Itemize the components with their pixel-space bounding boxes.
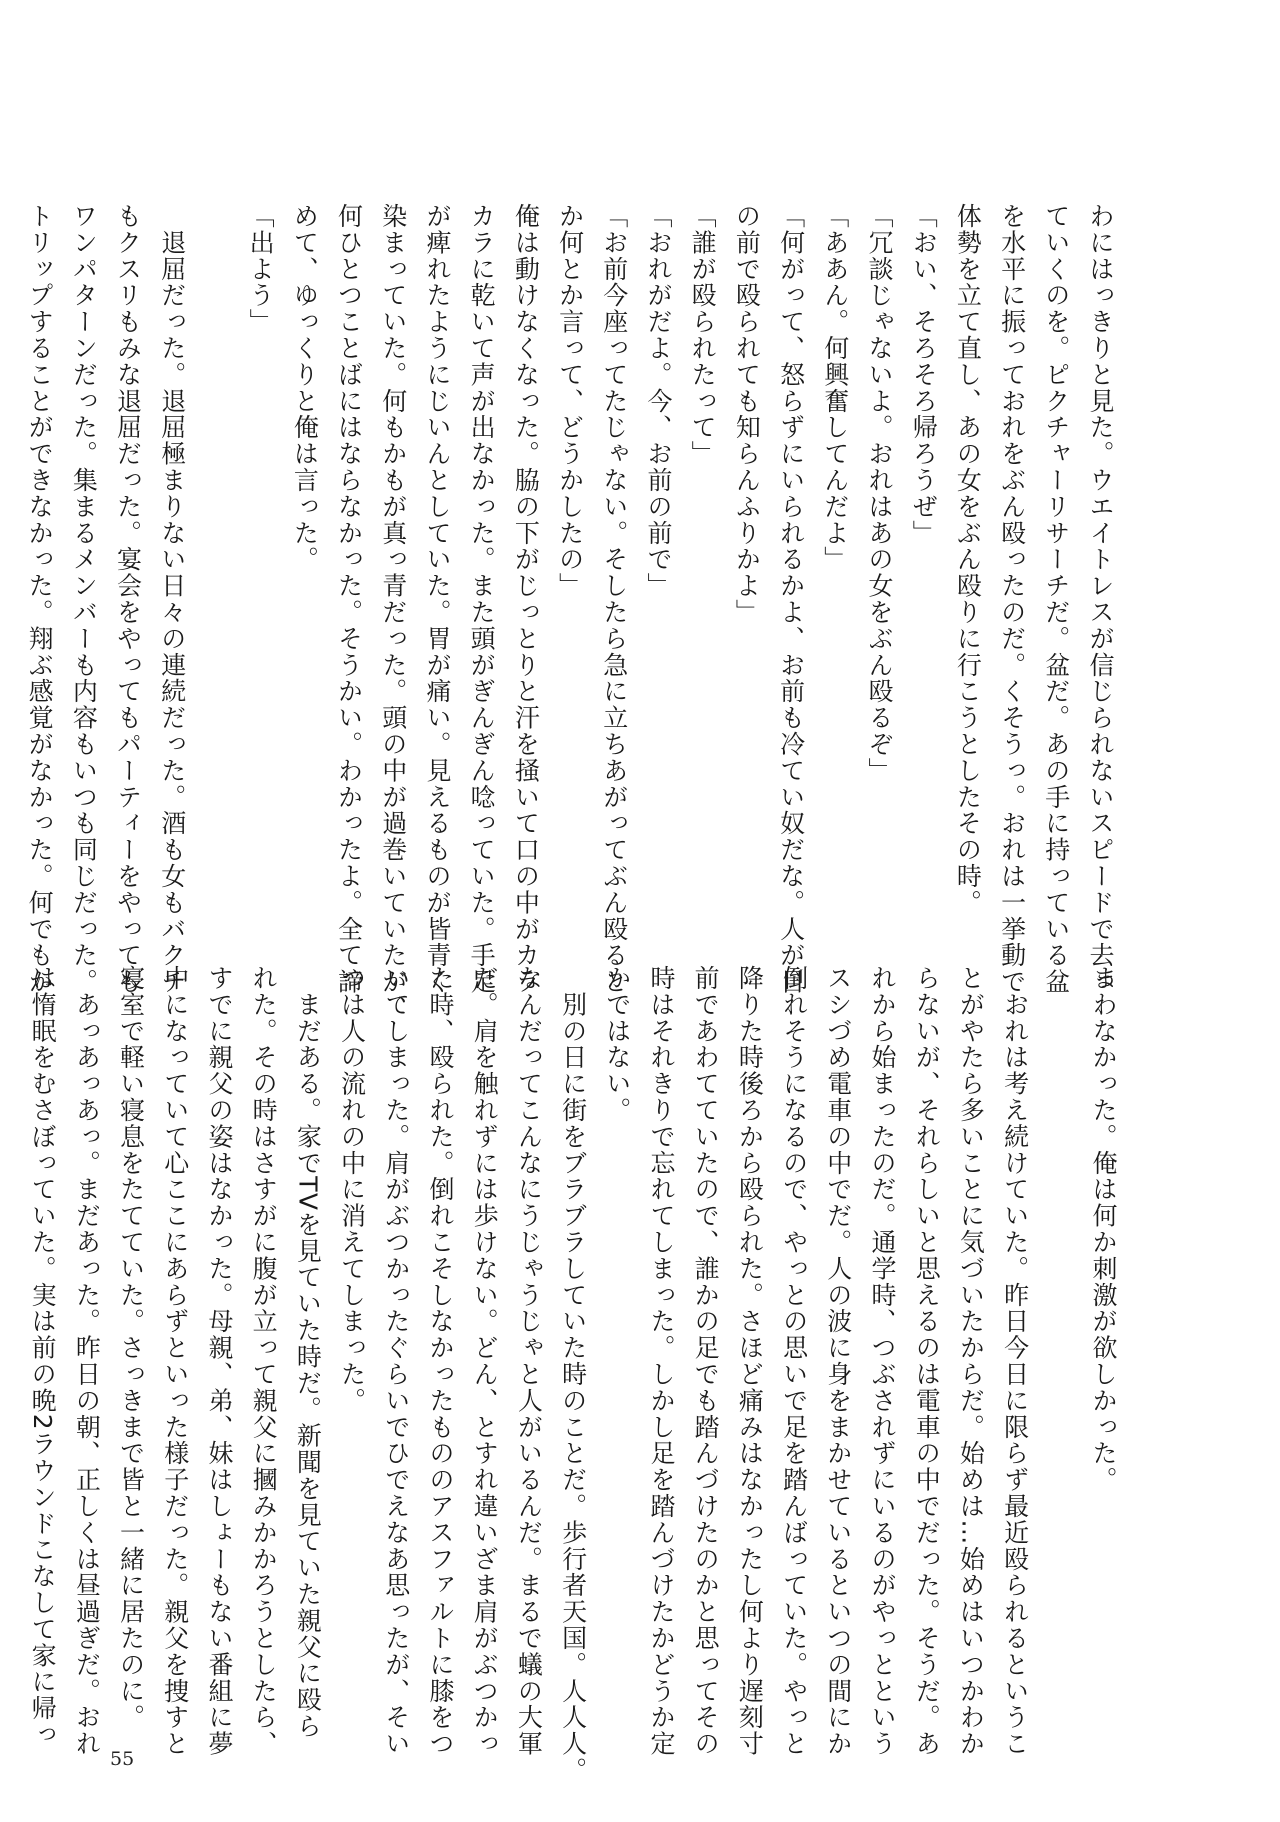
text-column [1037,965,1081,1675]
text-column: を水平に振っておれをぶん殴ったのだ。くそうっ。おれは一挙動で [997,203,1027,995]
text-column: 「冗談じゃないよ。おれはあの女をぶん殴るぞ」 [864,203,894,784]
text-column: おれは考え続けていた。昨日今日に限らず最近殴られるというこ [1000,965,1030,1757]
text-column: らないが、それらしいと思えるのは電車の中でだった。そうだ。あ [912,965,942,1757]
page-number: 55 [110,1748,135,1770]
text-column: 退屈だった。退屈極まりない日々の連続だった。酒も女もバクチ [157,203,187,995]
text-column: トリップすることができなかった。翔ぶ感覚がなかった。何でもか [25,203,55,995]
text-column: 「おれがだよ。今、お前の前で」 [643,203,673,599]
text-column: 「おい、そろそろ帰ろうぜ」 [909,203,939,547]
text-column: めて、ゆっくりと俺は言った。 [290,203,320,573]
text-column: 「何がって、怒らずにいられるかよ、お前も冷てい奴だな。人が目 [776,203,806,995]
text-column: 寝室で軽い寝息をたてていた。さっきまで皆と一緒に居たのに。 [116,965,146,1731]
text-column: 俺は動けなくなった。脇の下がじっとりと汗を掻いて口の中がカラ [511,203,541,995]
text-column: あっあっあっ。まだあった。昨日の朝、正しくは昼過ぎだ。おれ [72,965,102,1757]
text-column: つは人の流れの中に消えてしまった。 [337,965,367,1414]
text-column: 倒れそうになるので、やっとの思いで足を踏んばっていた。やっと [779,965,809,1757]
text-column: 何ひとつことばにはならなかった。そうかい。わかったよ。全て諦 [334,203,364,995]
text-column: ワンパターンだった。集まるメンバーも内容もいつも同じだった。 [69,203,99,995]
text-column: 降りた時後ろから殴られた。さほど痛みはなかったし何より遅刻寸 [735,965,765,1757]
upper-text-block [17,203,1122,1022]
text-column: 「ああん。何興奮してんだよ」 [820,203,850,573]
text-column: れから始まったのだ。通学時、つぶされずにいるのがやっとという [867,965,897,1757]
text-column: 体勢を立て直し、あの女をぶん殴りに行こうとしたその時。 [953,203,983,916]
text-column: いてしまった。肩がぶつかったぐらいでひでえなあ思ったが、そい [381,965,411,1757]
text-column: 「出よう」 [246,203,276,335]
text-column: まだある。家でTVを見ていた時だ。新聞を見ていた親父に殴ら [293,965,323,1740]
text-column: カラに乾いて声が出なかった。また頭がぎんぎん唸っていた。手足 [467,203,497,995]
text-column: 染まっていた。何もかもが真っ青だった。頭の中が過巻いていたが、 [378,203,408,1022]
text-column: かではない。 [602,965,632,1124]
text-column: 別の日に街をブラブラしていた時のことだ。歩行者天国。人人人。 [558,965,588,1784]
text-column: れた。その時はさすがに腹が立って親父に摑みかかろうとしたら、 [249,965,279,1757]
text-column: 「誰が殴られたって」 [688,203,718,467]
text-column: は惰眠をむさぼっていた。実は前の晩2ラウンドこなして家に帰っ [28,965,58,1748]
text-column: か何とか言って、どうかしたの」 [555,203,585,599]
text-column: 時はそれきりで忘れてしまった。しかし足を踏んづけたかどうか定 [646,965,676,1757]
text-column: すでに親父の姿はなかった。母親、弟、妹はしょーもない番組に夢 [204,965,234,1757]
text-column [194,203,238,933]
text-column: スシづめ電車の中でだ。人の波に身をまかせているといつの間にか [823,965,853,1757]
text-column: の前で殴られても知らんふりかよ」 [732,203,762,626]
text-column: わにはっきりと見た。ウエイトレスが信じられないスピードで去っ [1086,203,1115,995]
text-column: とがやたら多いことに気づいたからだ。始めは…始めはいつかわか [956,965,986,1757]
text-column: が痺れたようにじいんとしていた。胃が痛い。見えるものが皆青く [422,203,452,995]
text-column: 前であわてていたので、誰かの足でも踏んづけたのかと思ってその [691,965,721,1757]
text-column: まわなかった。俺は何か刺激が欲しかった。 [1089,965,1118,1493]
text-column: もクスリもみな退屈だった。宴会をやってもパーティーをやっても [113,203,143,995]
text-column: だ。肩を触れずには歩けない。どん、とすれ違いざま肩がぶつかっ [470,965,500,1757]
text-column: 中になっていて心ここにあらずといった様子だった。親父を捜すと [160,965,190,1757]
text-column: なんだってこんなにうじゃうじゃと人がいるんだ。まるで蟻の大軍 [514,965,544,1757]
text-column: 「お前今座ってたじゃない。そしたら急に立ちあがってぶん殴ると [599,203,629,995]
text-column: た時、殴られた。倒れこそしなかったもののアスファルトに膝をつ [425,965,455,1757]
text-column: ていくのを。ピクチャーリサーチだ。盆だ。あの手に持っている盆 [1041,203,1071,995]
